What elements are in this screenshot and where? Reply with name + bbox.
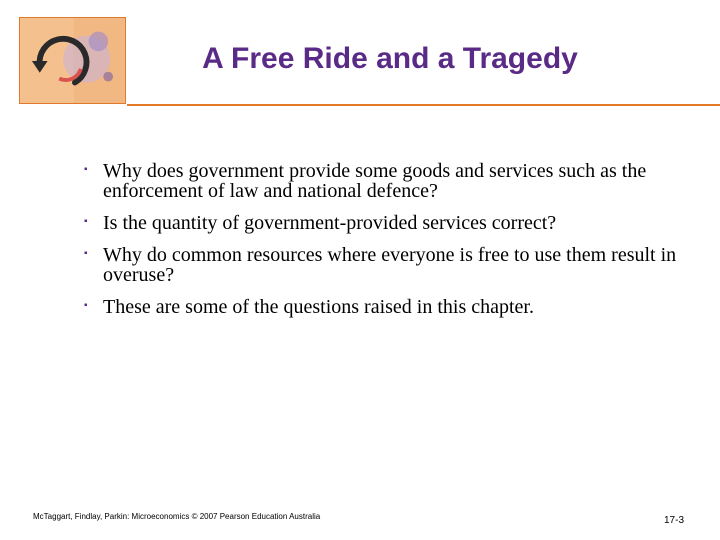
bullet-item <box>84 161 684 201</box>
title-divider <box>127 104 720 106</box>
square-bullet-icon: ▪ <box>84 300 88 311</box>
bullet-list <box>84 161 684 329</box>
bullet-item <box>84 213 684 233</box>
bullet-text: Is the quantity of government-provided services correct? <box>103 212 557 234</box>
circular-arrow-logo-icon <box>20 18 125 103</box>
bullet-text: Why does government provide some goods and services such as the enforcement of law and national defence? <box>103 160 647 202</box>
square-bullet-icon: ▪ <box>84 164 88 175</box>
square-bullet-icon: ▪ <box>84 248 88 259</box>
slide-title: A Free Ride and a Tragedy <box>202 42 578 75</box>
square-bullet-icon: ▪ <box>84 216 88 227</box>
bullet-text: Why do common resources where everyone is free to use them result in overuse? <box>103 244 677 286</box>
bullet-text: These are some of the questions raised in this chapter. <box>103 296 534 318</box>
bullet-item <box>84 245 684 285</box>
bullet-item <box>84 297 684 317</box>
footer-credit: McTaggart, Findlay, Parkin: Microeconomics © 2007 Pearson Education Australia <box>33 512 321 521</box>
slide-logo-image <box>19 17 126 104</box>
page-number: 17-3 <box>663 515 684 526</box>
